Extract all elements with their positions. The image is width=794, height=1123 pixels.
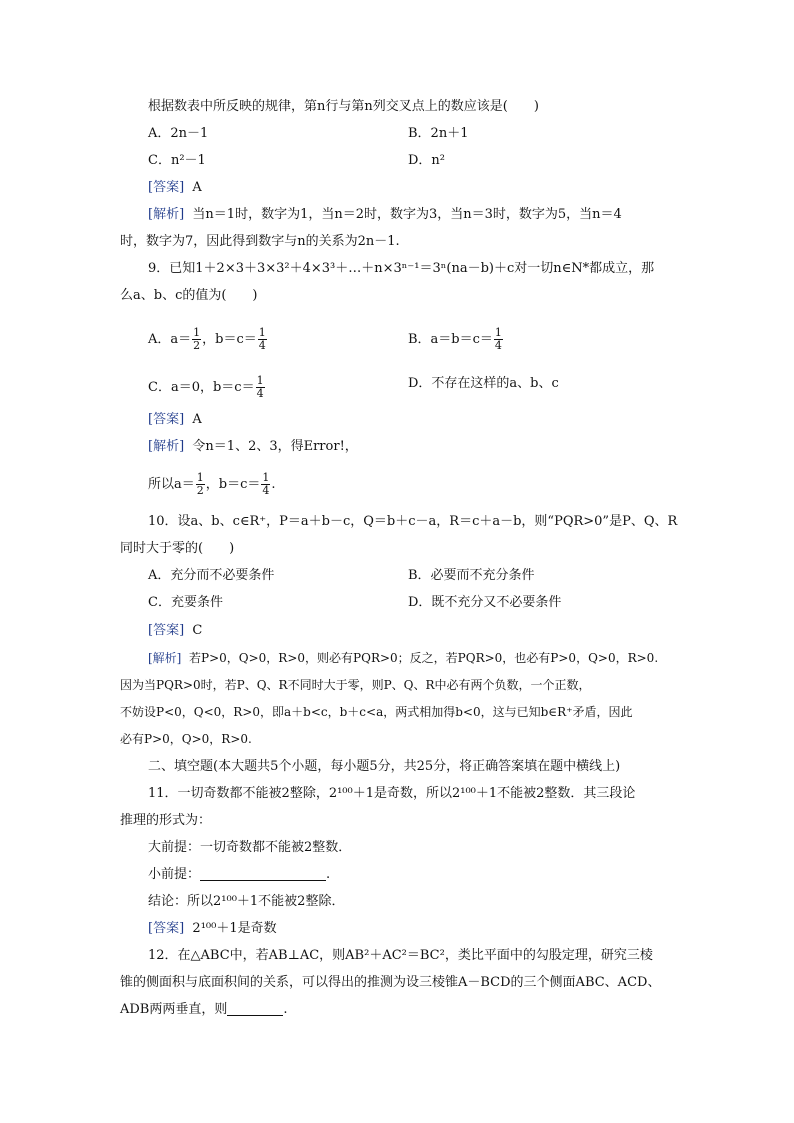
fraction-one-half — [192, 327, 201, 352]
q10-analysis-line-2: 因为当PQR>0时，若P、Q、R不同时大于零，则P、Q、R中必有两个负数，一个正数， — [120, 678, 591, 692]
fraction-denominator: 2 — [193, 339, 201, 352]
answer-value: C — [192, 623, 203, 638]
fraction-denominator: 4 — [256, 387, 264, 400]
analysis-text: 当n＝1时，数字为1，当n＝2时，数字为3，当n＝3时，数字为5，当n＝4 — [192, 207, 622, 222]
stem-end: . — [283, 1002, 288, 1017]
fraction-denominator: 2 — [196, 484, 204, 497]
answer-tag: [答案] — [148, 180, 185, 195]
q10-option-a: A．充分而不必要条件 — [148, 568, 275, 583]
q8-analysis-line-1 — [148, 206, 622, 224]
fraction-numerator: 1 — [258, 326, 266, 339]
q9-option-b — [408, 327, 504, 352]
q9-option-c — [148, 375, 266, 400]
option-c-prefix: C．a＝0，b＝c＝ — [148, 380, 255, 395]
q10-option-d: D．既不充分又不必要条件 — [408, 595, 562, 610]
q10-analysis-line-4: 必有P>0，Q>0，R>0. — [120, 732, 252, 746]
fraction-one-half — [196, 472, 205, 497]
fraction-numerator: 1 — [256, 374, 264, 387]
q11-conclusion: 结论：所以2¹⁰⁰＋1不能被2整除． — [148, 894, 345, 909]
q10-stem-line-2: 同时大于零的( ) — [120, 541, 235, 556]
option-a-prefix: A．a＝ — [148, 332, 192, 347]
answer-blank[interactable] — [227, 1001, 283, 1016]
q12-stem-line-3 — [120, 1001, 288, 1019]
analysis-text: 令n＝1、2、3，得Error!， — [192, 439, 358, 454]
analysis-prefix: 所以a＝ — [148, 477, 195, 492]
fraction-denominator: 4 — [262, 484, 270, 497]
q12-stem-line-2: 锥的侧面积与底面积间的关系，可以得出的推测为设三棱锥A－BCD的三个侧面ABC、ACD、 — [120, 975, 661, 990]
q10-stem-line-1: 10．设a、b、c∈R⁺，P＝a＋b－c，Q＝b＋c－a，R＝c＋a－b，则“PQR>0”是P、Q、R — [148, 514, 678, 529]
q9-option-a — [148, 327, 268, 352]
q9-analysis-line-2 — [148, 472, 276, 497]
q8-option-a: A．2n－1 — [148, 126, 209, 141]
q9-option-d: D．不存在这样的a、b、c — [408, 376, 559, 391]
fraction-denominator: 4 — [258, 339, 266, 352]
fraction-one-quarter — [256, 375, 265, 400]
q9-stem-line-2: 么a、b、c的值为( ) — [120, 288, 258, 303]
q11-major-premise: 大前提：一切奇数都不能被2整数． — [148, 840, 352, 855]
fraction-numerator: 1 — [494, 326, 502, 339]
q9-analysis-line-1 — [148, 438, 358, 456]
option-b-prefix: B．a＝b＝c＝ — [408, 332, 493, 347]
analysis-tag: [解析] — [148, 439, 185, 454]
fraction-one-quarter — [261, 472, 270, 497]
analysis-end: . — [271, 477, 276, 492]
q12-stem-line-1: 12．在△ABC中，若AB⊥AC，则AB²＋AC²＝BC²，类比平面中的勾股定理，研究三棱 — [148, 948, 653, 963]
answer-tag: [答案] — [148, 623, 185, 638]
q8-answer — [148, 179, 202, 197]
option-a-middle: ，b＝c＝ — [202, 332, 257, 347]
minor-premise-end: . — [326, 867, 331, 882]
q8-option-b: B．2n＋1 — [408, 126, 469, 141]
answer-tag: [答案] — [148, 921, 185, 936]
analysis-tag: [解析] — [148, 651, 182, 665]
q11-stem-line-1: 11．一切奇数都不能被2整除，2¹⁰⁰＋1是奇数，所以2¹⁰⁰＋1不能被2整数．其三段论 — [148, 786, 636, 801]
q11-stem-line-2: 推理的形式为： — [120, 813, 212, 828]
q10-option-b: B．必要而不充分条件 — [408, 568, 535, 583]
q10-answer — [148, 622, 202, 640]
answer-blank[interactable] — [200, 866, 326, 881]
answer-value: A — [192, 412, 202, 427]
analysis-tag: [解析] — [148, 207, 185, 222]
q10-analysis-line-1 — [148, 649, 658, 667]
answer-tag: [答案] — [148, 412, 185, 427]
fraction-one-quarter — [258, 327, 267, 352]
stem-text: ADB两两垂直，则 — [120, 1002, 228, 1017]
q8-stem: 根据数表中所反映的规律，第n行与第n列交叉点上的数应该是( ) — [148, 99, 539, 114]
minor-premise-label: 小前提： — [148, 867, 201, 882]
q11-answer — [148, 920, 277, 938]
fraction-numerator: 1 — [193, 326, 201, 339]
q9-stem-line-1: 9．已知1＋2×3＋3×3²＋4×3³＋…＋n×3ⁿ⁻¹＝3ⁿ(na－b)＋c对一切n∈N*都成立，那 — [148, 261, 655, 276]
q10-analysis-line-3: 不妨设P<0，Q<0，R>0，即a＋b<c，b＋c<a，两式相加得b<0，这与已知b∈R⁺矛盾，因此 — [120, 705, 633, 719]
section-heading: 二、填空题(本大题共5个小题，每小题5分，共25分，将正确答案填在题中横线上) — [148, 759, 621, 774]
fraction-numerator: 1 — [196, 471, 204, 484]
fraction-denominator: 4 — [494, 339, 502, 352]
fraction-numerator: 1 — [262, 471, 270, 484]
q10-option-c: C．充要条件 — [148, 595, 223, 610]
q9-answer — [148, 411, 202, 429]
analysis-text: 若P>0，Q>0，R>0，则必有PQR>0；反之，若PQR>0，也必有P>0，Q>0，R>0. — [189, 651, 659, 665]
q11-minor-premise — [148, 866, 330, 884]
q8-analysis-line-2: 时，数字为7，因此得到数字与n的关系为2n－1. — [120, 234, 400, 249]
q8-option-d: D．n² — [408, 153, 446, 168]
answer-value: A — [192, 180, 202, 195]
q8-option-c: C．n²－1 — [148, 153, 206, 168]
answer-value: 2¹⁰⁰＋1是奇数 — [192, 921, 277, 936]
fraction-one-quarter — [494, 327, 503, 352]
analysis-middle: ，b＝c＝ — [205, 477, 261, 492]
